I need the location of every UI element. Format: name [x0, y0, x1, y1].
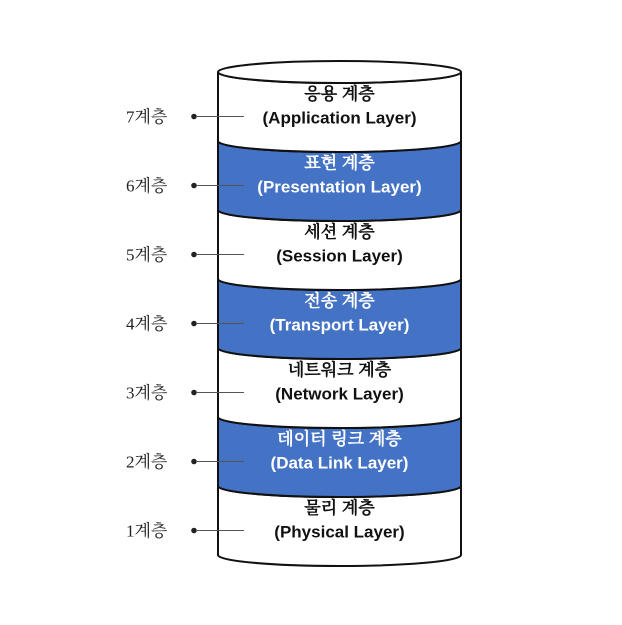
layer-transport-layer	[218, 279, 461, 359]
level-bullet-icon	[191, 252, 197, 258]
layer-korean-name: 전송 계층	[304, 291, 375, 311]
layer-english-name: (Session Layer)	[276, 246, 403, 266]
level-bullet-icon	[191, 183, 197, 189]
level-label: 2계층	[126, 452, 168, 472]
layer-english-name: (Network Layer)	[275, 384, 404, 404]
level-bullet-icon	[191, 114, 197, 120]
layer-english-name: (Physical Layer)	[274, 522, 405, 542]
level-bullet-icon	[191, 390, 197, 396]
layer-data-link-layer	[218, 417, 461, 497]
layer-physical-layer	[218, 486, 461, 566]
layer-korean-name: 물리 계층	[304, 498, 375, 518]
level-bullet-icon	[191, 528, 197, 534]
level-bullet-icon	[191, 321, 197, 327]
layer-korean-name: 네트워크 계층	[287, 360, 392, 380]
layer-korean-name: 응용 계층	[304, 84, 375, 104]
layer-english-name: (Presentation Layer)	[257, 177, 422, 197]
layer-korean-name: 세션 계층	[304, 222, 375, 242]
layer-session-layer	[218, 210, 461, 290]
level-label: 7계층	[126, 107, 168, 127]
level-bullet-icon	[191, 459, 197, 465]
cylinder-top-cap	[218, 61, 461, 83]
level-label: 1계층	[126, 521, 168, 541]
layer-english-name: (Transport Layer)	[269, 315, 410, 335]
level-label: 6계층	[126, 176, 168, 196]
layer-korean-name: 표현 계층	[304, 153, 375, 173]
level-label: 5계층	[126, 245, 168, 265]
level-label: 3계층	[126, 383, 168, 403]
layer-korean-name: 데이터 링크 계층	[277, 429, 402, 449]
layer-network-layer	[218, 348, 461, 428]
layer-english-name: (Data Link Layer)	[270, 453, 409, 473]
layer-presentation-layer	[218, 141, 461, 221]
layer-english-name: (Application Layer)	[262, 108, 417, 128]
cylinder-bodies	[218, 61, 461, 566]
level-label: 4계층	[126, 314, 168, 334]
